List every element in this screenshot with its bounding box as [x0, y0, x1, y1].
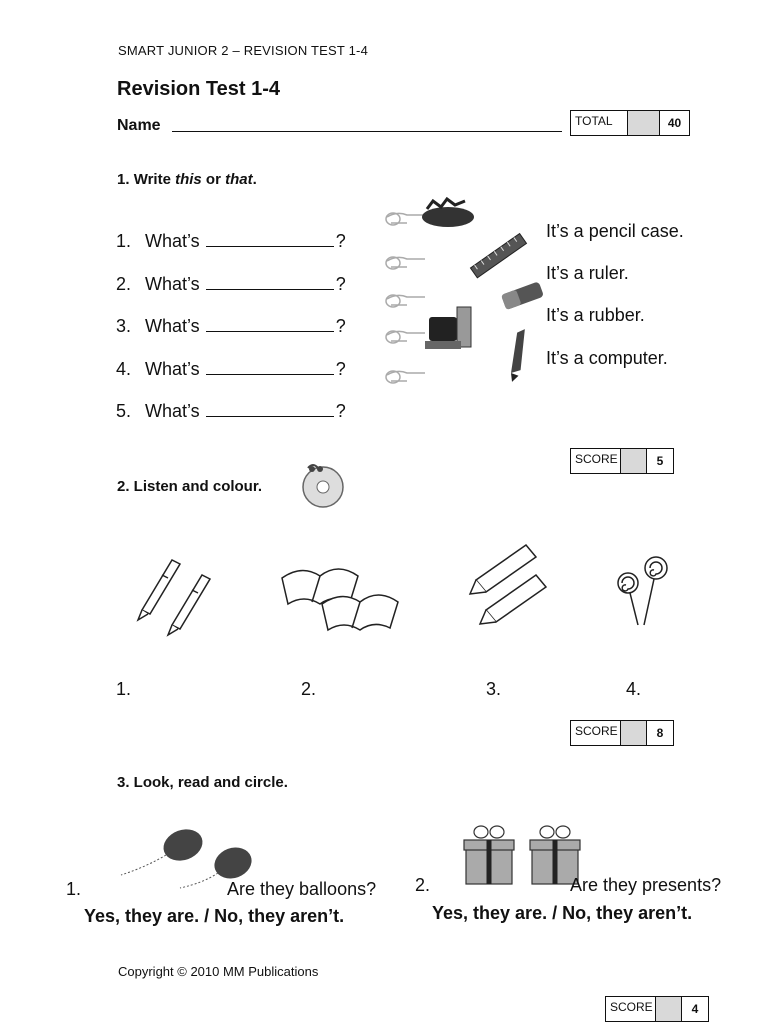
- item-number: 2.: [301, 679, 317, 699]
- total-input-cell[interactable]: [628, 111, 660, 135]
- pencils-icon: [466, 540, 556, 625]
- circle-options-1[interactable]: Yes, they are. / No, they aren’t.: [84, 906, 345, 926]
- section1-score-box: SCORE 5: [570, 448, 674, 474]
- section3-title: 3. Look, read and circle.: [117, 774, 288, 791]
- lollipops-icon: [608, 548, 678, 633]
- question-presents: Are they presents?: [570, 875, 722, 895]
- question-row-2: 2. What’s ?: [116, 274, 346, 294]
- answer-ruler: It’s a ruler.: [546, 263, 629, 283]
- question-row-4: 4. What’s ?: [116, 359, 346, 379]
- presents-icon: [462, 822, 584, 890]
- page-title: Revision Test 1-4: [117, 78, 281, 100]
- item-number: 1.: [116, 679, 132, 699]
- score-input-cell[interactable]: [656, 997, 682, 1021]
- rubber-icon: [501, 281, 544, 310]
- item-number: 1.: [66, 879, 82, 899]
- total-value: 40: [667, 116, 682, 130]
- pen-icon: [501, 327, 535, 383]
- score-input-cell[interactable]: [621, 449, 647, 473]
- circle-options-2[interactable]: Yes, they are. / No, they aren’t.: [432, 903, 693, 923]
- pointing-hand-icon: [386, 213, 425, 383]
- question-balloons: Are they balloons?: [227, 879, 377, 899]
- answer-blank[interactable]: [206, 318, 334, 332]
- total-score-box: [570, 110, 690, 136]
- section3-score-box: SCORE 4: [605, 996, 709, 1022]
- answer-rubber: It’s a rubber.: [546, 305, 645, 325]
- answer-blank[interactable]: [206, 233, 334, 247]
- item-number: 2.: [415, 875, 431, 895]
- question-row-5: 5. What’s ?: [116, 401, 346, 421]
- answer-blank[interactable]: [206, 403, 334, 417]
- computer-icon: [425, 307, 471, 349]
- pens-icon: [132, 550, 222, 630]
- school-objects-illustration: [383, 195, 543, 410]
- pencil-case-icon: [422, 199, 474, 227]
- section1-title: 1. Write this or that.: [117, 171, 257, 188]
- item-number: 4.: [626, 679, 642, 699]
- ruler-icon: [470, 234, 526, 278]
- total-label: TOTAL: [571, 111, 628, 135]
- name-label: Name: [117, 117, 161, 134]
- score-input-cell[interactable]: [621, 721, 647, 745]
- section2-score-box: SCORE 8: [570, 720, 674, 746]
- question-row-1: 1. What’s ?: [116, 231, 346, 251]
- answer-blank[interactable]: [206, 276, 334, 290]
- name-field-line[interactable]: [172, 131, 562, 132]
- answer-computer: It’s a computer.: [546, 348, 668, 368]
- answer-pencil-case: It’s a pencil case.: [546, 221, 684, 241]
- books-icon: [278, 550, 398, 635]
- question-row-3: 3. What’s ?: [116, 316, 346, 336]
- running-header: SMART JUNIOR 2 – REVISION TEST 1-4: [118, 43, 369, 58]
- section2-title: 2. Listen and colour.: [117, 478, 263, 495]
- item-number: 3.: [486, 679, 502, 699]
- copyright-footer: Copyright © 2010 MM Publications: [118, 964, 319, 979]
- cd-icon: [298, 462, 350, 510]
- answer-blank[interactable]: [206, 361, 334, 375]
